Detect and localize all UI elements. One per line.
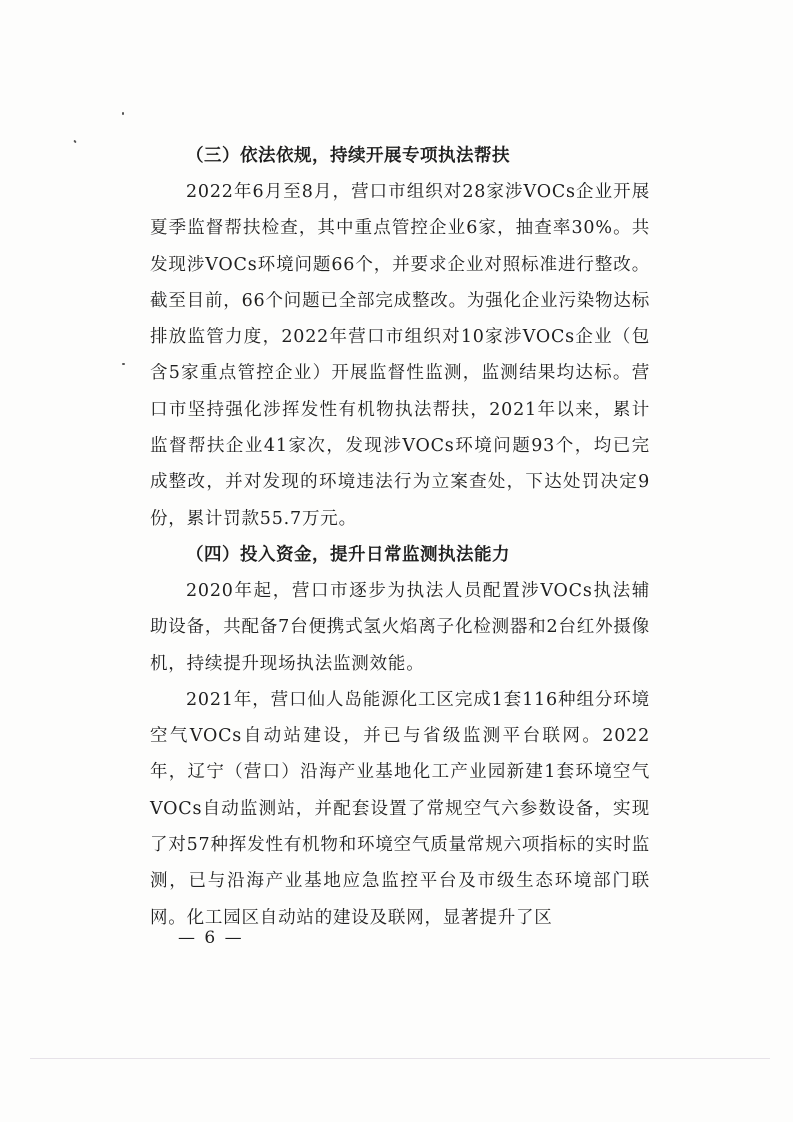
paragraph-enforcement: 2022年6月至8月，营口市组织对28家涉VOCs企业开展夏季监督帮扶检查，其中重点管控企业6家，抽查率30%。共发现涉VOCs环境问题66个，并要求企业对照标准进行整改。截至目前，66个问题已全部完成整改。为强化企业污染物达标排放监管力度，2022年营口市组织对10家涉VOCs企业（包含5家重点管控企业）开展监督性监测，监测结果均达标。营口市坚持强化涉挥发性有机物执法帮扶，2021年以来，累计监督帮扶企业41家次，发现涉VOCs环境问题93个，均已完成整改，并对发现的环境违法行为立案查处，下达处罚决定9份，累计罚款55.7万元。 — [150, 182, 650, 529]
section-heading-4: （四）投入资金，提升日常监测执法能力 — [186, 544, 510, 565]
scan-speck — [122, 363, 125, 365]
document-body — [150, 138, 650, 936]
page-number: — 6 — — [178, 928, 244, 948]
scan-speck — [73, 140, 76, 144]
paragraph-equipment: 2020年起，营口市逐步为执法人员配置涉VOCs执法辅助设备，共配备7台便携式氢火焰离子化检测器和2台红外摄像机，持续提升现场执法监测效能。 — [150, 580, 650, 674]
scan-edge-line — [30, 1058, 770, 1059]
scan-speck — [122, 112, 124, 115]
section-heading-3: （三）依法依规，持续开展专项执法帮扶 — [186, 146, 510, 166]
paragraph-monitoring-stations: 2021年，营口仙人岛能源化工区完成1套116种组分环境空气VOCs自动站建设，并已与省级监测平台联网。2022年，辽宁（营口）沿海产业基地化工产业园新建1套环境空气VOCs自动监测站，并配套设置了常规空气六参数设备，实现了对57种挥发性有机物和环境空气质量常规六项指标的实时监测，已与沿海产业基地应急监控平台及市级生态环境部门联网。化工园区自动站的建设及联网，显著提升了区 — [150, 689, 650, 928]
